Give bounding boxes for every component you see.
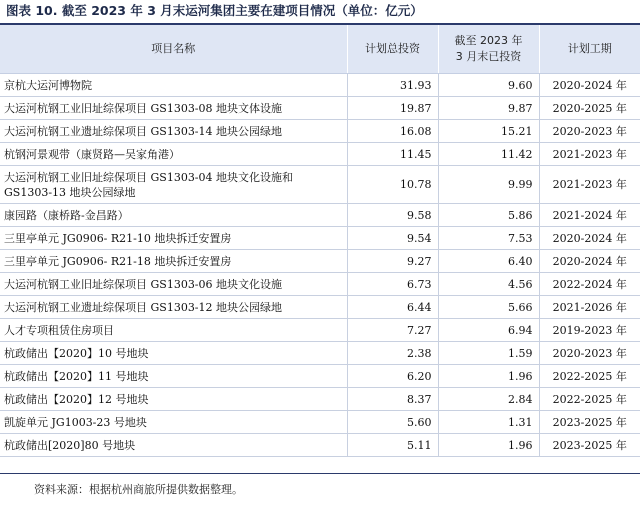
table-body [0,74,640,457]
planned-period-cell: 2022-2025 年 [539,388,640,411]
planned-period-cell: 2021-2026 年 [539,296,640,319]
planned-investment-cell: 19.87 [347,97,438,120]
table-row [0,227,640,250]
invested-cell: 5.66 [438,296,539,319]
planned-period-cell: 2023-2025 年 [539,411,640,434]
table-row [0,434,640,457]
table-row [0,388,640,411]
header-planned-investment: 计划总投资 [347,25,438,74]
table-row [0,166,640,204]
planned-investment-cell: 9.58 [347,204,438,227]
source-note: 资料来源：根据杭州商旅所提供数据整理。 [34,483,243,496]
planned-period-cell: 2019-2023 年 [539,319,640,342]
planned-period-cell: 2020-2024 年 [539,227,640,250]
invested-cell: 9.60 [438,74,539,97]
planned-investment-cell: 5.11 [347,434,438,457]
invested-cell: 6.40 [438,250,539,273]
invested-cell: 9.99 [438,166,539,204]
table-row [0,120,640,143]
table-row [0,365,640,388]
planned-period-cell: 2020-2023 年 [539,342,640,365]
planned-investment-cell: 10.78 [347,166,438,204]
project-name-cell: 大运河杭钢工业旧址综保项目 GS1303-04 地块文化设施和 GS1303-13 地块公园绿地 [0,166,347,204]
planned-period-cell: 2021-2024 年 [539,204,640,227]
invested-cell: 2.84 [438,388,539,411]
project-name-cell: 三里亭单元 JG0906- R21-18 地块拆迁安置房 [0,250,347,273]
table-row [0,97,640,120]
project-name-cell: 凯旋单元 JG1003-23 号地块 [0,411,347,434]
header-row [0,25,640,74]
invested-cell: 9.87 [438,97,539,120]
project-name-cell: 杭政储出[2020]80 号地块 [0,434,347,457]
table-row [0,342,640,365]
planned-period-cell: 2022-2025 年 [539,365,640,388]
invested-cell: 15.21 [438,120,539,143]
planned-investment-cell: 2.38 [347,342,438,365]
invested-cell: 1.96 [438,434,539,457]
planned-investment-cell: 31.93 [347,74,438,97]
table-row [0,273,640,296]
planned-period-cell: 2020-2024 年 [539,250,640,273]
planned-period-cell: 2022-2024 年 [539,273,640,296]
project-name-cell: 三里亭单元 JG0906- R21-10 地块拆迁安置房 [0,227,347,250]
table-row [0,74,640,97]
planned-investment-cell: 11.45 [347,143,438,166]
table-row [0,319,640,342]
project-name-cell: 康园路（康桥路-金昌路） [0,204,347,227]
invested-cell: 1.59 [438,342,539,365]
planned-investment-cell: 6.44 [347,296,438,319]
header-project-name: 项目名称 [0,25,347,74]
project-name-cell: 大运河杭钢工业旧址综保项目 GS1303-08 地块文体设施 [0,97,347,120]
planned-period-cell: 2020-2024 年 [539,74,640,97]
invested-cell: 11.42 [438,143,539,166]
planned-period-cell: 2020-2023 年 [539,120,640,143]
planned-period-cell: 2023-2025 年 [539,434,640,457]
invested-cell: 7.53 [438,227,539,250]
planned-investment-cell: 6.73 [347,273,438,296]
header-planned-period: 计划工期 [539,25,640,74]
planned-investment-cell: 9.54 [347,227,438,250]
table-row [0,296,640,319]
invested-cell: 1.31 [438,411,539,434]
invested-cell: 5.86 [438,204,539,227]
invested-cell: 6.94 [438,319,539,342]
project-name-cell: 杭钢河景观带（康贤路—吴家角港） [0,143,347,166]
project-name-cell: 杭政储出【2020】12 号地块 [0,388,347,411]
project-name-cell: 杭政储出【2020】11 号地块 [0,365,347,388]
table-row [0,250,640,273]
table-row [0,411,640,434]
project-name-cell: 大运河杭钢工业旧址综保项目 GS1303-06 地块文化设施 [0,273,347,296]
project-name-cell: 人才专项租赁住房项目 [0,319,347,342]
planned-period-cell: 2021-2023 年 [539,166,640,204]
planned-investment-cell: 9.27 [347,250,438,273]
project-name-cell: 大运河杭钢工业遗址综保项目 GS1303-12 地块公园绿地 [0,296,347,319]
planned-investment-cell: 6.20 [347,365,438,388]
planned-investment-cell: 8.37 [347,388,438,411]
table-row [0,204,640,227]
projects-table [0,25,640,457]
planned-investment-cell: 16.08 [347,120,438,143]
invested-cell: 1.96 [438,365,539,388]
planned-period-cell: 2021-2023 年 [539,143,640,166]
bottom-rule [0,473,640,474]
table-caption: 图表 10. 截至 2023 年 3 月末运河集团主要在建项目情况（单位：亿元） [6,3,423,18]
table-row [0,143,640,166]
planned-investment-cell: 7.27 [347,319,438,342]
invested-cell: 4.56 [438,273,539,296]
planned-investment-cell: 5.60 [347,411,438,434]
planned-period-cell: 2020-2025 年 [539,97,640,120]
project-name-cell: 杭政储出【2020】10 号地块 [0,342,347,365]
project-name-cell: 大运河杭钢工业遗址综保项目 GS1303-14 地块公园绿地 [0,120,347,143]
project-name-cell: 京杭大运河博物院 [0,74,347,97]
header-invested-to-date: 截至 2023 年 3 月末已投资 [438,25,539,74]
